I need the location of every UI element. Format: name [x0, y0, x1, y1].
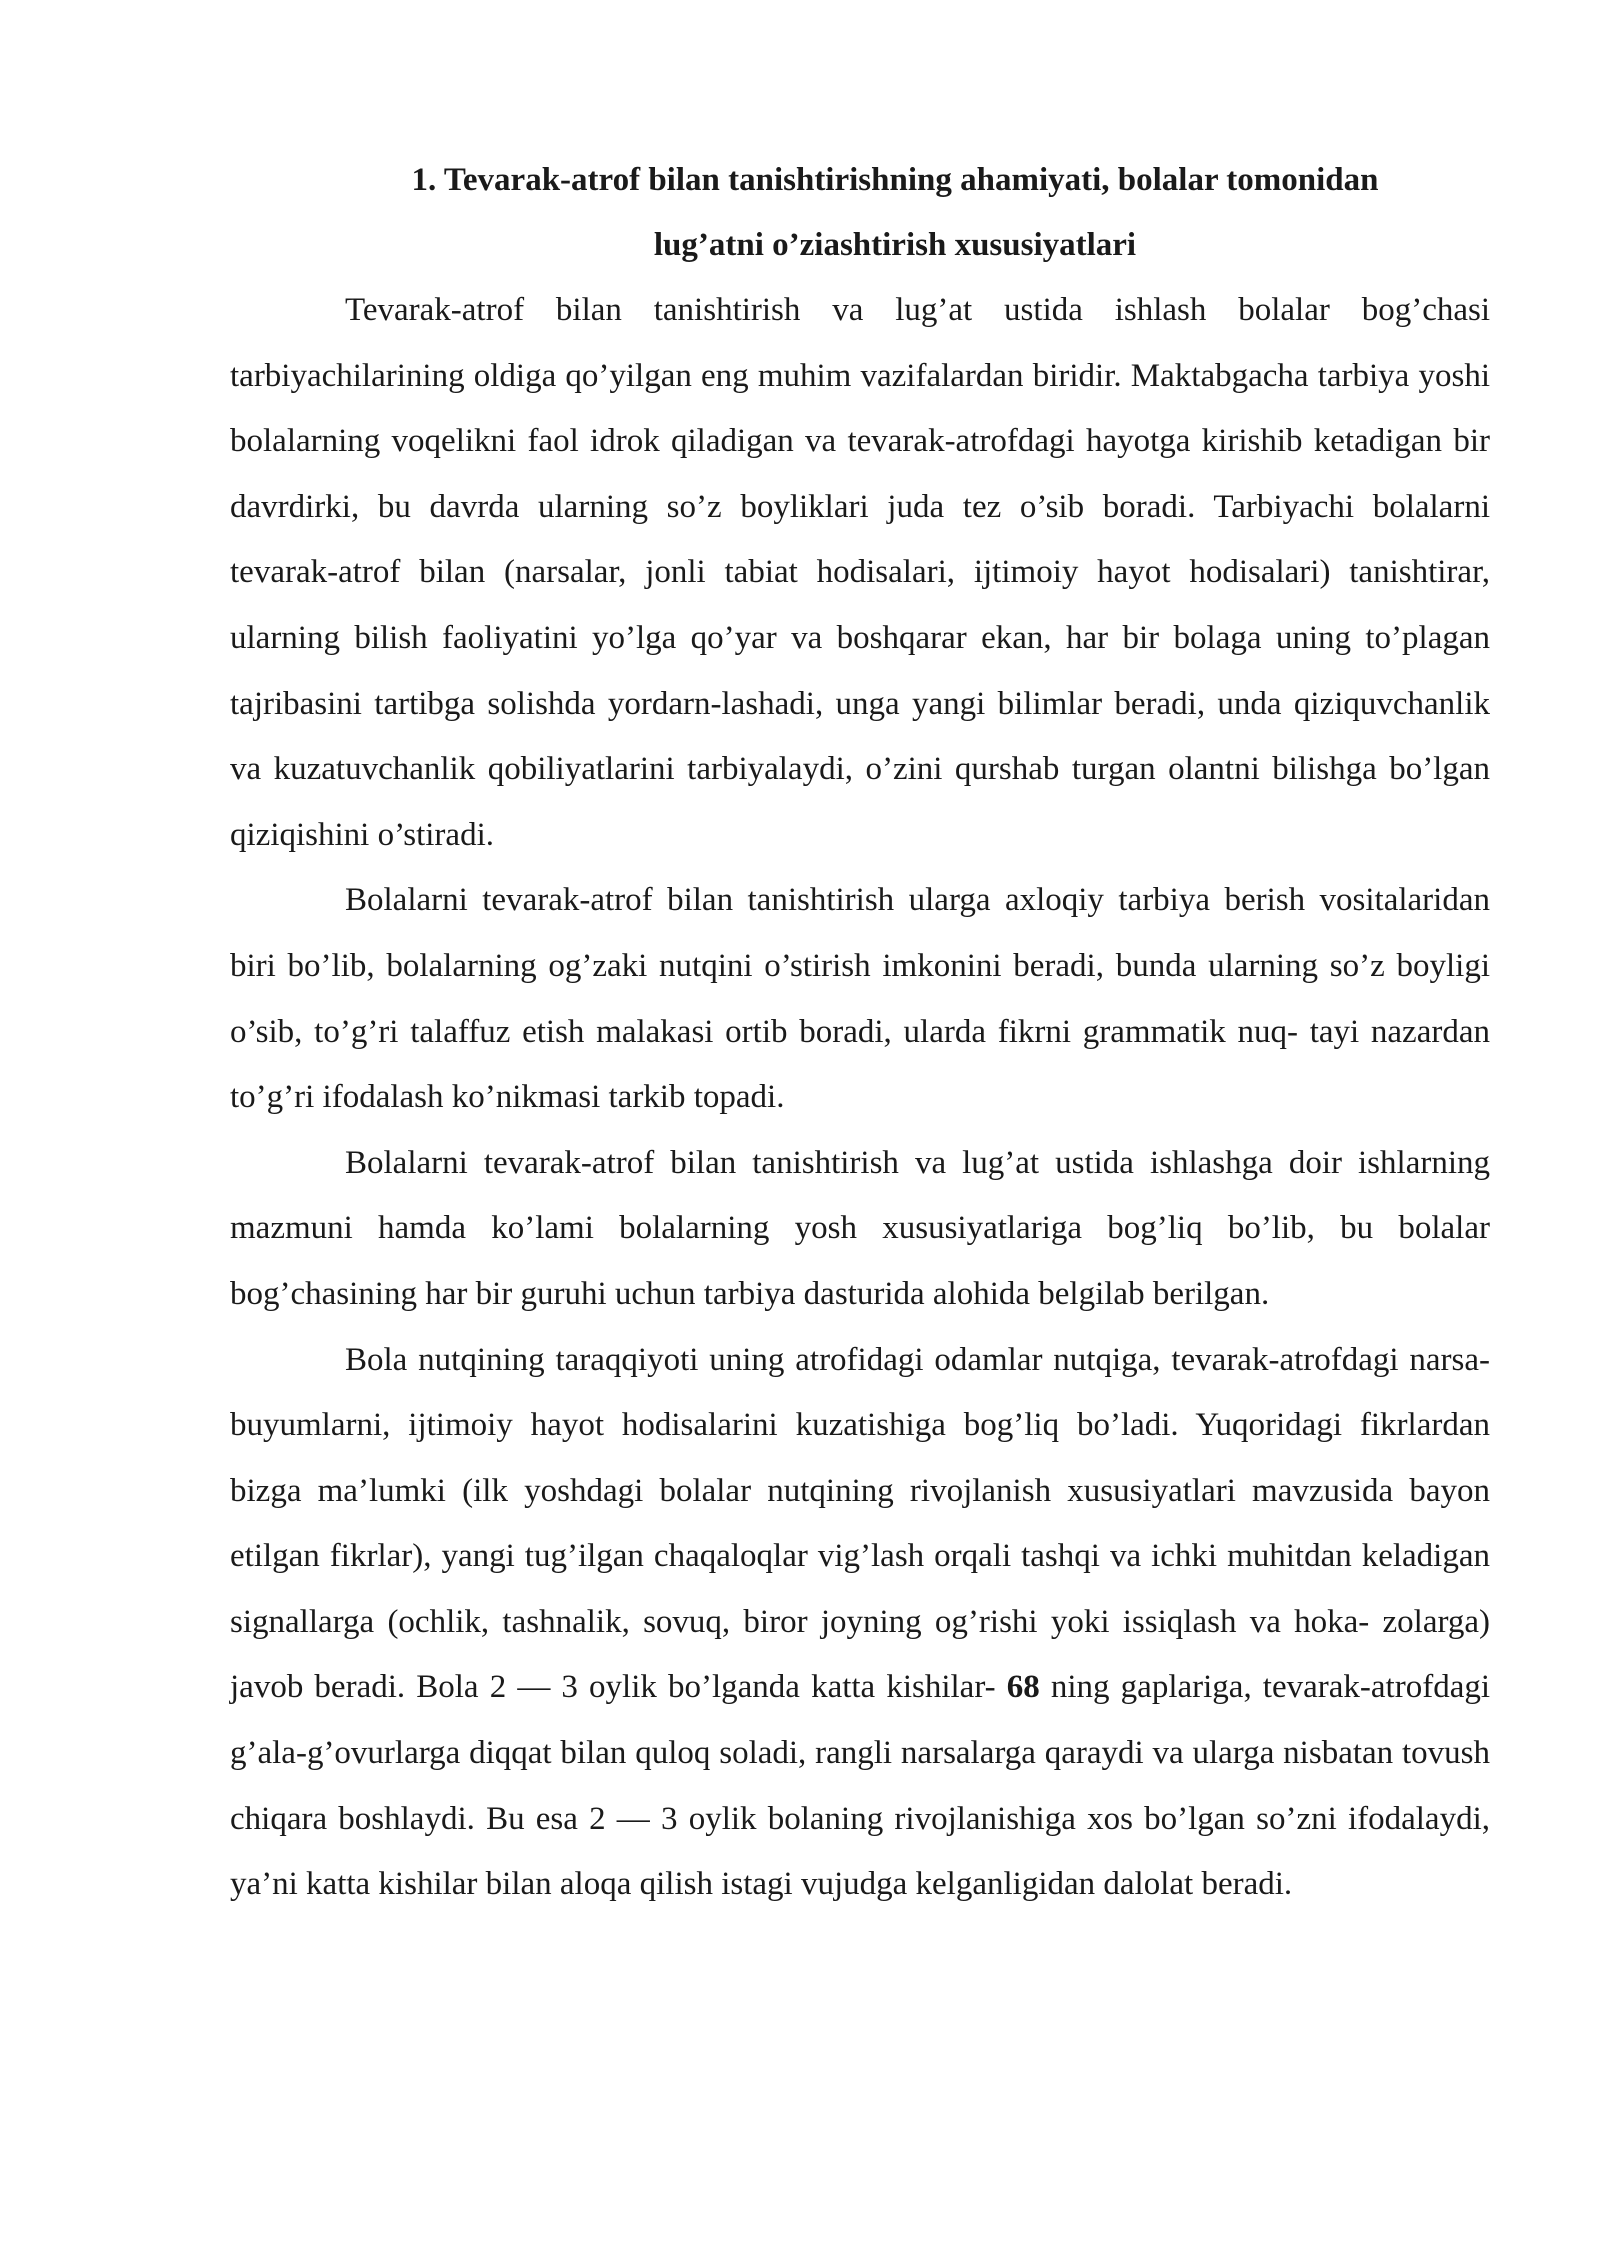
paragraph-2: Bolalarni tevarak-atrof bilan tanishtirish ularga axloqiy tarbiya berish vositalaridan biri bo’lib, bolalarning og’zaki nutqini o’stirish imkonini beradi, bunda ularning so’z boyligi o’sib, to’g’ri talaffuz etish malakasi ortib boradi, ularda fikrni grammatik nuq- tayi nazardan to’g’ri ifodalash ko’nikmasi tarkib topadi.: [230, 882, 1490, 1116]
document-page: [230, 148, 1490, 1918]
paragraph-4: [230, 1328, 1490, 1918]
page-number: 68: [1006, 1669, 1040, 1706]
paragraph-3: Bolalarni tevarak-atrof bilan tanishtirish va lug’at ustida ishlashga doir ishlarning mazmuni hamda ko’lami bolalarning yosh xususiyatlariga bog’liq bo’lib, bu bolalar bog’chasining har bir guruhi uchun tarbiya dasturida alohida belgilab berilgan.: [230, 1144, 1490, 1312]
paragraph-4-text-before: Bola nutqining taraqqiyoti uning atrofidagi odamlar nutqiga, tevarak-atrofdagi narsa-buyumlarni, ijtimoiy hayot hodisalarini kuzatishiga bog’liq bo’ladi. Yuqoridagi fikrlardan bizga ma’lumki (ilk yoshdagi bolalar nutqining rivojlanish xususiyatlari mavzusida bayon etilgan fikrlar), yangi tug’ilgan chaqaloqlar vig’lash orqali tashqi va ichki muhitdan keladigan signallarga (ochlik, tashnalik, sovuq, biror joyning og’rishi yoki issiqlash va hoka- zolarga) javob beradi. Bola 2 — 3 oylik bo’lganda katta kishilar-: [230, 1341, 1490, 1706]
paragraph-4-text-after: ning gaplariga, tevarak-atrofdagi g’ala-g’ovurlarga diqqat bilan quloq soladi, rangli narsalarga qaraydi va ularga nisbatan tovush chiqara boshlaydi. Bu esa 2 — 3 oylik bolaning rivojlanishiga xos bo’lgan so’zni ifodalaydi, ya’ni katta kishilar bilan aloqa qilish istagi vujudga kelganligidan dalolat beradi.: [230, 1669, 1491, 1903]
heading-line-2: lug’atni o’ziashtirish xususiyatlari: [653, 227, 1137, 263]
paragraph-1: Tevarak-atrof bilan tanishtirish va lug’at ustida ishlash bolalar bog’chasi tarbiyachilarining oldiga qo’yilgan eng muhim vazifalardan biridir. Maktabgacha tarbiya yoshi bolalarning voqelikni faol idrok qiladigan va tevarak-atrofdagi hayotga kirishib ketadigan bir davrdirki, bu davrda ularning so’z boyliklari juda tez o’sib boradi. Tarbiyachi bolalarni tevarak-atrof bilan (narsalar, jonli tabiat hodisalari, ijtimoiy hayot hodisalari) tanishtirar, ularning bilish faoliyatini yo’lga qo’yar va boshqarar ekan, har bir bolaga uning to’plagan tajribasini tartibga solishda yordarn-lashadi, unga yangi bilimlar beradi, unda qiziquvchanlik va kuzatuvchanlik qobiliyatlarini tarbiyalaydi, o’zini qurshab turgan olantni bilishga bo’lgan qiziqishini o’stiradi.: [230, 292, 1490, 853]
heading-line-1: 1. Tevarak-atrof bilan tanishtirishning ahamiyati, bolalar tomonidan: [411, 162, 1379, 198]
section-heading: [230, 148, 1490, 278]
